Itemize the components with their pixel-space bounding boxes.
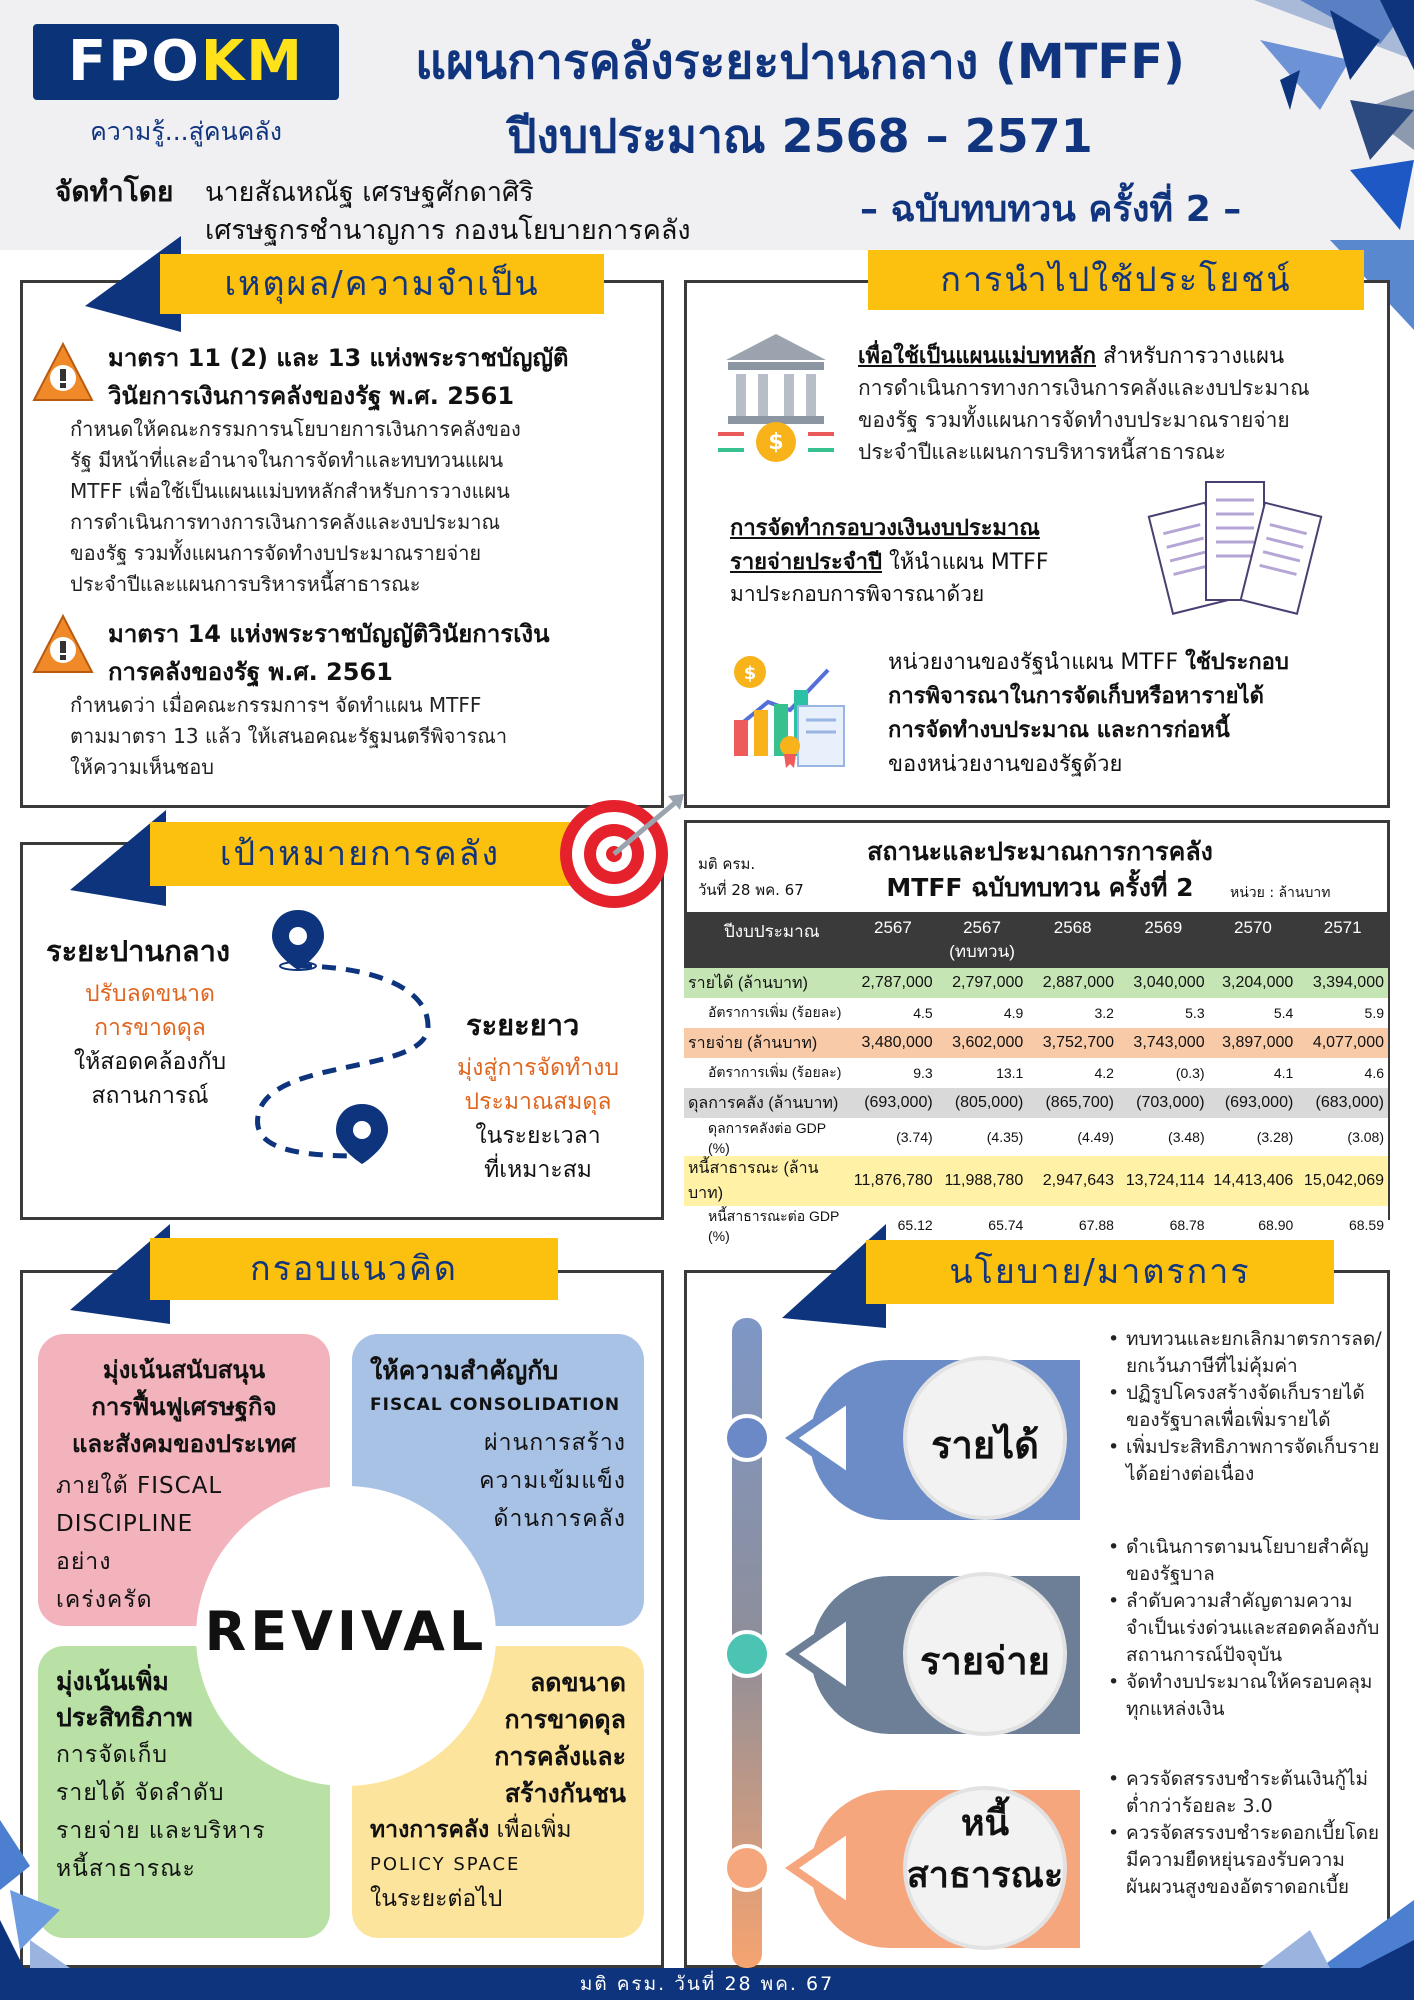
fpokm-logo bbox=[33, 24, 339, 100]
list-item: • ปฏิรูปโครงสร้างจัดเก็บรายได้ของรัฐบาลเพื่อเพิ่มรายได้ bbox=[1108, 1380, 1382, 1434]
expenditure-label: รายจ่าย bbox=[920, 1639, 1050, 1683]
law2-title-line1: มาตรา 14 แห่งพระราชบัญญัติวินัยการเงิน bbox=[108, 620, 550, 648]
long-term-orange-2: ประมาณสมดุล bbox=[464, 1089, 612, 1115]
long-term-desc-1: ในระยะเวลา bbox=[475, 1123, 601, 1149]
table-unit: หน่วย : ล้านบาท bbox=[1230, 885, 1331, 901]
list-item: • ดำเนินการตามนโยบายสำคัญของรัฐบาล bbox=[1108, 1534, 1382, 1588]
benefit2-line3: มาประกอบการพิจารณาด้วย bbox=[730, 582, 985, 606]
logo-tagline: ความรู้...สู่คนคลัง bbox=[90, 117, 282, 146]
report-chart-icon bbox=[728, 650, 852, 770]
benefit2-line2: รายจ่ายประจำปี ให้นำแผน MTFF bbox=[730, 550, 1049, 575]
table-row: รายจ่าย (ล้านบาท) 3,480,000 3,602,000 3,752,700 3,743,000 3,897,000 4,077,000 bbox=[684, 1028, 1388, 1058]
prepared-by-label: จัดทำโดย bbox=[55, 175, 174, 208]
list-item: • จัดทำงบประมาณให้ครอบคลุมทุกแหล่งเงิน bbox=[1108, 1669, 1382, 1723]
table-row: อัตราการเพิ่ม (ร้อยละ) 9.3 13.1 4.2 (0.3) 4.1 4.6 bbox=[684, 1058, 1388, 1088]
long-term-title: ระยะยาว bbox=[466, 1008, 580, 1042]
framework-quadrant-consolidation: ให้ความสำคัญกับ FISCAL CONSOLIDATION ผ่านการสร้าง ความเข้มแข็ง ด้านการคลัง bbox=[352, 1334, 644, 1626]
decorative-triangles-icon bbox=[1230, 1880, 1414, 1968]
goals-heading: เป้าหมายการคลัง bbox=[150, 822, 570, 886]
target-icon bbox=[558, 792, 688, 912]
law1-body: กำหนดให้คณะกรรมการนโยบายการเงินการคลังของ รัฐ มีหน้าที่และอำนาจในการจัดทำและทบทวนแผน MTFF เพื่อใช้เป็นแผนแม่บทหลักสำหรับการวางแผน การดำเนินการทางการเงินการคลังและงบประมาณ ของรัฐ รวมทั้งแผนการจัดทำงบประมาณรายจ่าย ประจำปีและแผนการบริหารหนี้สาธารณะ bbox=[70, 417, 521, 596]
mid-term-orange-2: การขาดดุล bbox=[94, 1015, 206, 1041]
benefit1-body: การดำเนินการทางการเงินการคลังและงบประมาณ ของรัฐ รวมทั้งแผนการจัดทำงบประมาณรายจ่าย ประจำปีและแผนการบริหารหนี้สาธารณะ bbox=[858, 376, 1310, 464]
law1-title-line2: วินัยการเงินการคลังของรัฐ พ.ศ. 2561 bbox=[108, 382, 515, 410]
mid-term-desc-2: สถานการณ์ bbox=[91, 1083, 209, 1109]
long-term-desc-2: ที่เหมาะสม bbox=[484, 1157, 592, 1183]
table-row: ดุลการคลัง (ล้านบาท) (693,000) (805,000) (865,700) (703,000) (693,000) (683,000) bbox=[684, 1088, 1388, 1118]
logo-text-km: KM bbox=[200, 29, 305, 94]
framework-heading: กรอบแนวคิด bbox=[150, 1238, 558, 1300]
page-subtitle: ปีงบประมาณ 2568 – 2571 bbox=[507, 109, 1093, 163]
list-item: • ควรจัดสรรงบชำระต้นเงินกู้ไม่ต่ำกว่าร้อยละ 3.0 bbox=[1108, 1766, 1382, 1820]
header-cell: 2570 bbox=[1209, 912, 1298, 968]
author-name: นายสัณหณัฐ เศรษฐศักดาศิริ bbox=[205, 177, 534, 208]
table-subtitle: MTFF ฉบับทบทวน ครั้งที่ 2 bbox=[886, 873, 1194, 902]
footer-bar: มติ ครม. วันที่ 28 พค. 67 bbox=[0, 1968, 1414, 2000]
table-row: หนี้สาธารณะต่อ GDP (%) 65.12 65.74 67.88 68.78 68.90 68.59 bbox=[684, 1206, 1388, 1244]
list-item: • ลำดับความสำคัญตามความจำเป็นเร่งด่วนและสอดคล้องกับสถานการณ์ปัจจุบัน bbox=[1108, 1588, 1382, 1669]
header-cell: 2567 bbox=[849, 912, 937, 968]
table-row: รายได้ (ล้านบาท) 2,787,000 2,797,000 2,887,000 3,040,000 3,204,000 3,394,000 bbox=[684, 968, 1388, 998]
list-item: • ทบทวนและยกเลิกมาตรการลด/ยกเว้นภาษีที่ไม่คุ้มค่า bbox=[1108, 1326, 1382, 1380]
law2-body: กำหนดว่า เมื่อคณะกรรมการฯ จัดทำแผน MTFF ตามมาตรา 13 แล้ว ให้เสนอคณะรัฐมนตรีพิจารณา ให้ความเห็นชอบ bbox=[70, 693, 508, 779]
table-row: อัตราการเพิ่ม (ร้อยละ) 4.5 4.9 3.2 5.3 5.4 5.9 bbox=[684, 998, 1388, 1028]
header-cell: 2569 bbox=[1118, 912, 1209, 968]
law2-title-line2: การคลังของรัฐ พ.ศ. 2561 bbox=[108, 658, 393, 686]
decorative-triangles-icon bbox=[0, 1800, 80, 1968]
header-cell: ปีงบประมาณ bbox=[684, 912, 849, 968]
benefit3-line3: การจัดทำงบประมาณ และการก่อหนี้ bbox=[888, 718, 1230, 743]
edition-label: – ฉบับทบทวน ครั้งที่ 2 – bbox=[860, 189, 1242, 230]
header-cell: 2568 bbox=[1027, 912, 1118, 968]
warning-icon bbox=[32, 614, 94, 676]
logo-text-fpo: FPO bbox=[67, 29, 201, 94]
revival-label: REVIVAL bbox=[204, 1600, 488, 1663]
framework-quadrant-recovery: มุ่งเน้นสนับสนุน การฟื้นฟูเศรษฐกิจ และสังคมของประเทศ ภายใต้ FISCAL DISCIPLINE อย่าง เคร่งครัด bbox=[38, 1334, 330, 1626]
benefit2-line1: การจัดทำกรอบวงเงินงบประมาณ bbox=[730, 516, 1040, 541]
benefit3-line2: การพิจารณาในการจัดเก็บหรือหารายได้ bbox=[888, 684, 1264, 709]
benefits-heading: การนำไปใช้ประโยชน์ bbox=[868, 250, 1364, 310]
resolution-label: มติ ครม. bbox=[698, 855, 756, 873]
benefit3-line1: หน่วยงานของรัฐนำแผน MTFF ใช้ประกอบ bbox=[888, 650, 1289, 675]
author-position: เศรษฐกรชำนาญการ กองนโยบายการคลัง bbox=[205, 215, 691, 246]
warning-icon bbox=[32, 342, 94, 404]
svg-text:$: $ bbox=[768, 430, 784, 455]
table-row: ดุลการคลังต่อ GDP (%) (3.74) (4.35) (4.49) (3.48) (3.28) (3.08) bbox=[684, 1118, 1388, 1156]
list-item: • ควรจัดสรรงบชำระดอกเบี้ยโดยมีความยืดหยุ่นรองรับความผันผวนสูงของอัตราดอกเบี้ย bbox=[1108, 1820, 1382, 1901]
framework-quadrant-buffer: ลดขนาด การขาดดุล การคลังและ สร้างกันชน ทางการคลัง เพื่อเพิ่ม POLICY SPACE ในระยะต่อไป bbox=[352, 1646, 644, 1938]
expenditure-measures-list bbox=[1108, 1534, 1382, 1723]
receipts-icon bbox=[1140, 478, 1330, 628]
mid-term-desc-1: ให้สอดคล้องกับ bbox=[73, 1049, 227, 1075]
table-row: หนี้สาธารณะ (ล้านบาท) 11,876,780 11,988,780 2,947,643 13,724,114 14,413,406 15,042,069 bbox=[684, 1156, 1388, 1206]
benefit1-first-line: เพื่อใช้เป็นแผนแม่บทหลัก สำหรับการวางแผน bbox=[858, 344, 1285, 369]
mid-term-orange-1: ปรับลดขนาด bbox=[85, 981, 215, 1007]
header-cell: 2567 (ทบทวน) bbox=[937, 912, 1028, 968]
header-cell: 2571 bbox=[1297, 912, 1388, 968]
page-title: แผนการคลังระยะปานกลาง (MTFF) bbox=[415, 34, 1185, 90]
bank-coin-icon bbox=[714, 332, 838, 464]
debt-label-2: สาธารณะ bbox=[906, 1855, 1064, 1896]
list-item: • เพิ่มประสิทธิภาพการจัดเก็บรายได้อย่างต่อเนื่อง bbox=[1108, 1434, 1382, 1488]
benefit3-line4: ของหน่วยงานของรัฐด้วย bbox=[888, 752, 1123, 777]
reasons-heading: เหตุผล/ความจำเป็น bbox=[160, 254, 604, 314]
mid-term-title: ระยะปานกลาง bbox=[46, 934, 231, 968]
table-header-row bbox=[684, 912, 1388, 968]
svg-text:$: $ bbox=[743, 663, 757, 684]
law1-title-line1: มาตรา 11 (2) และ 13 แห่งพระราชบัญญัติ bbox=[108, 344, 569, 372]
resolution-date: วันที่ 28 พค. 67 bbox=[698, 881, 804, 899]
policy-heading: นโยบาย/มาตรการ bbox=[866, 1240, 1334, 1304]
debt-label-1: หนี้ bbox=[960, 1803, 1010, 1844]
long-term-orange-1: มุ่งสู่การจัดทำงบ bbox=[457, 1055, 619, 1081]
revenue-label: รายได้ bbox=[931, 1423, 1039, 1467]
framework-quadrant-efficiency: มุ่งเน้นเพิ่ม ประสิทธิภาพ การจัดเก็บ รายได้ จัดลำดับ รายจ่าย และบริหาร หนี้สาธารณะ bbox=[38, 1646, 330, 1938]
revenue-measures-list bbox=[1108, 1326, 1382, 1488]
fiscal-table bbox=[684, 912, 1388, 1244]
table-title: สถานะและประมาณการการคลัง bbox=[867, 837, 1213, 866]
